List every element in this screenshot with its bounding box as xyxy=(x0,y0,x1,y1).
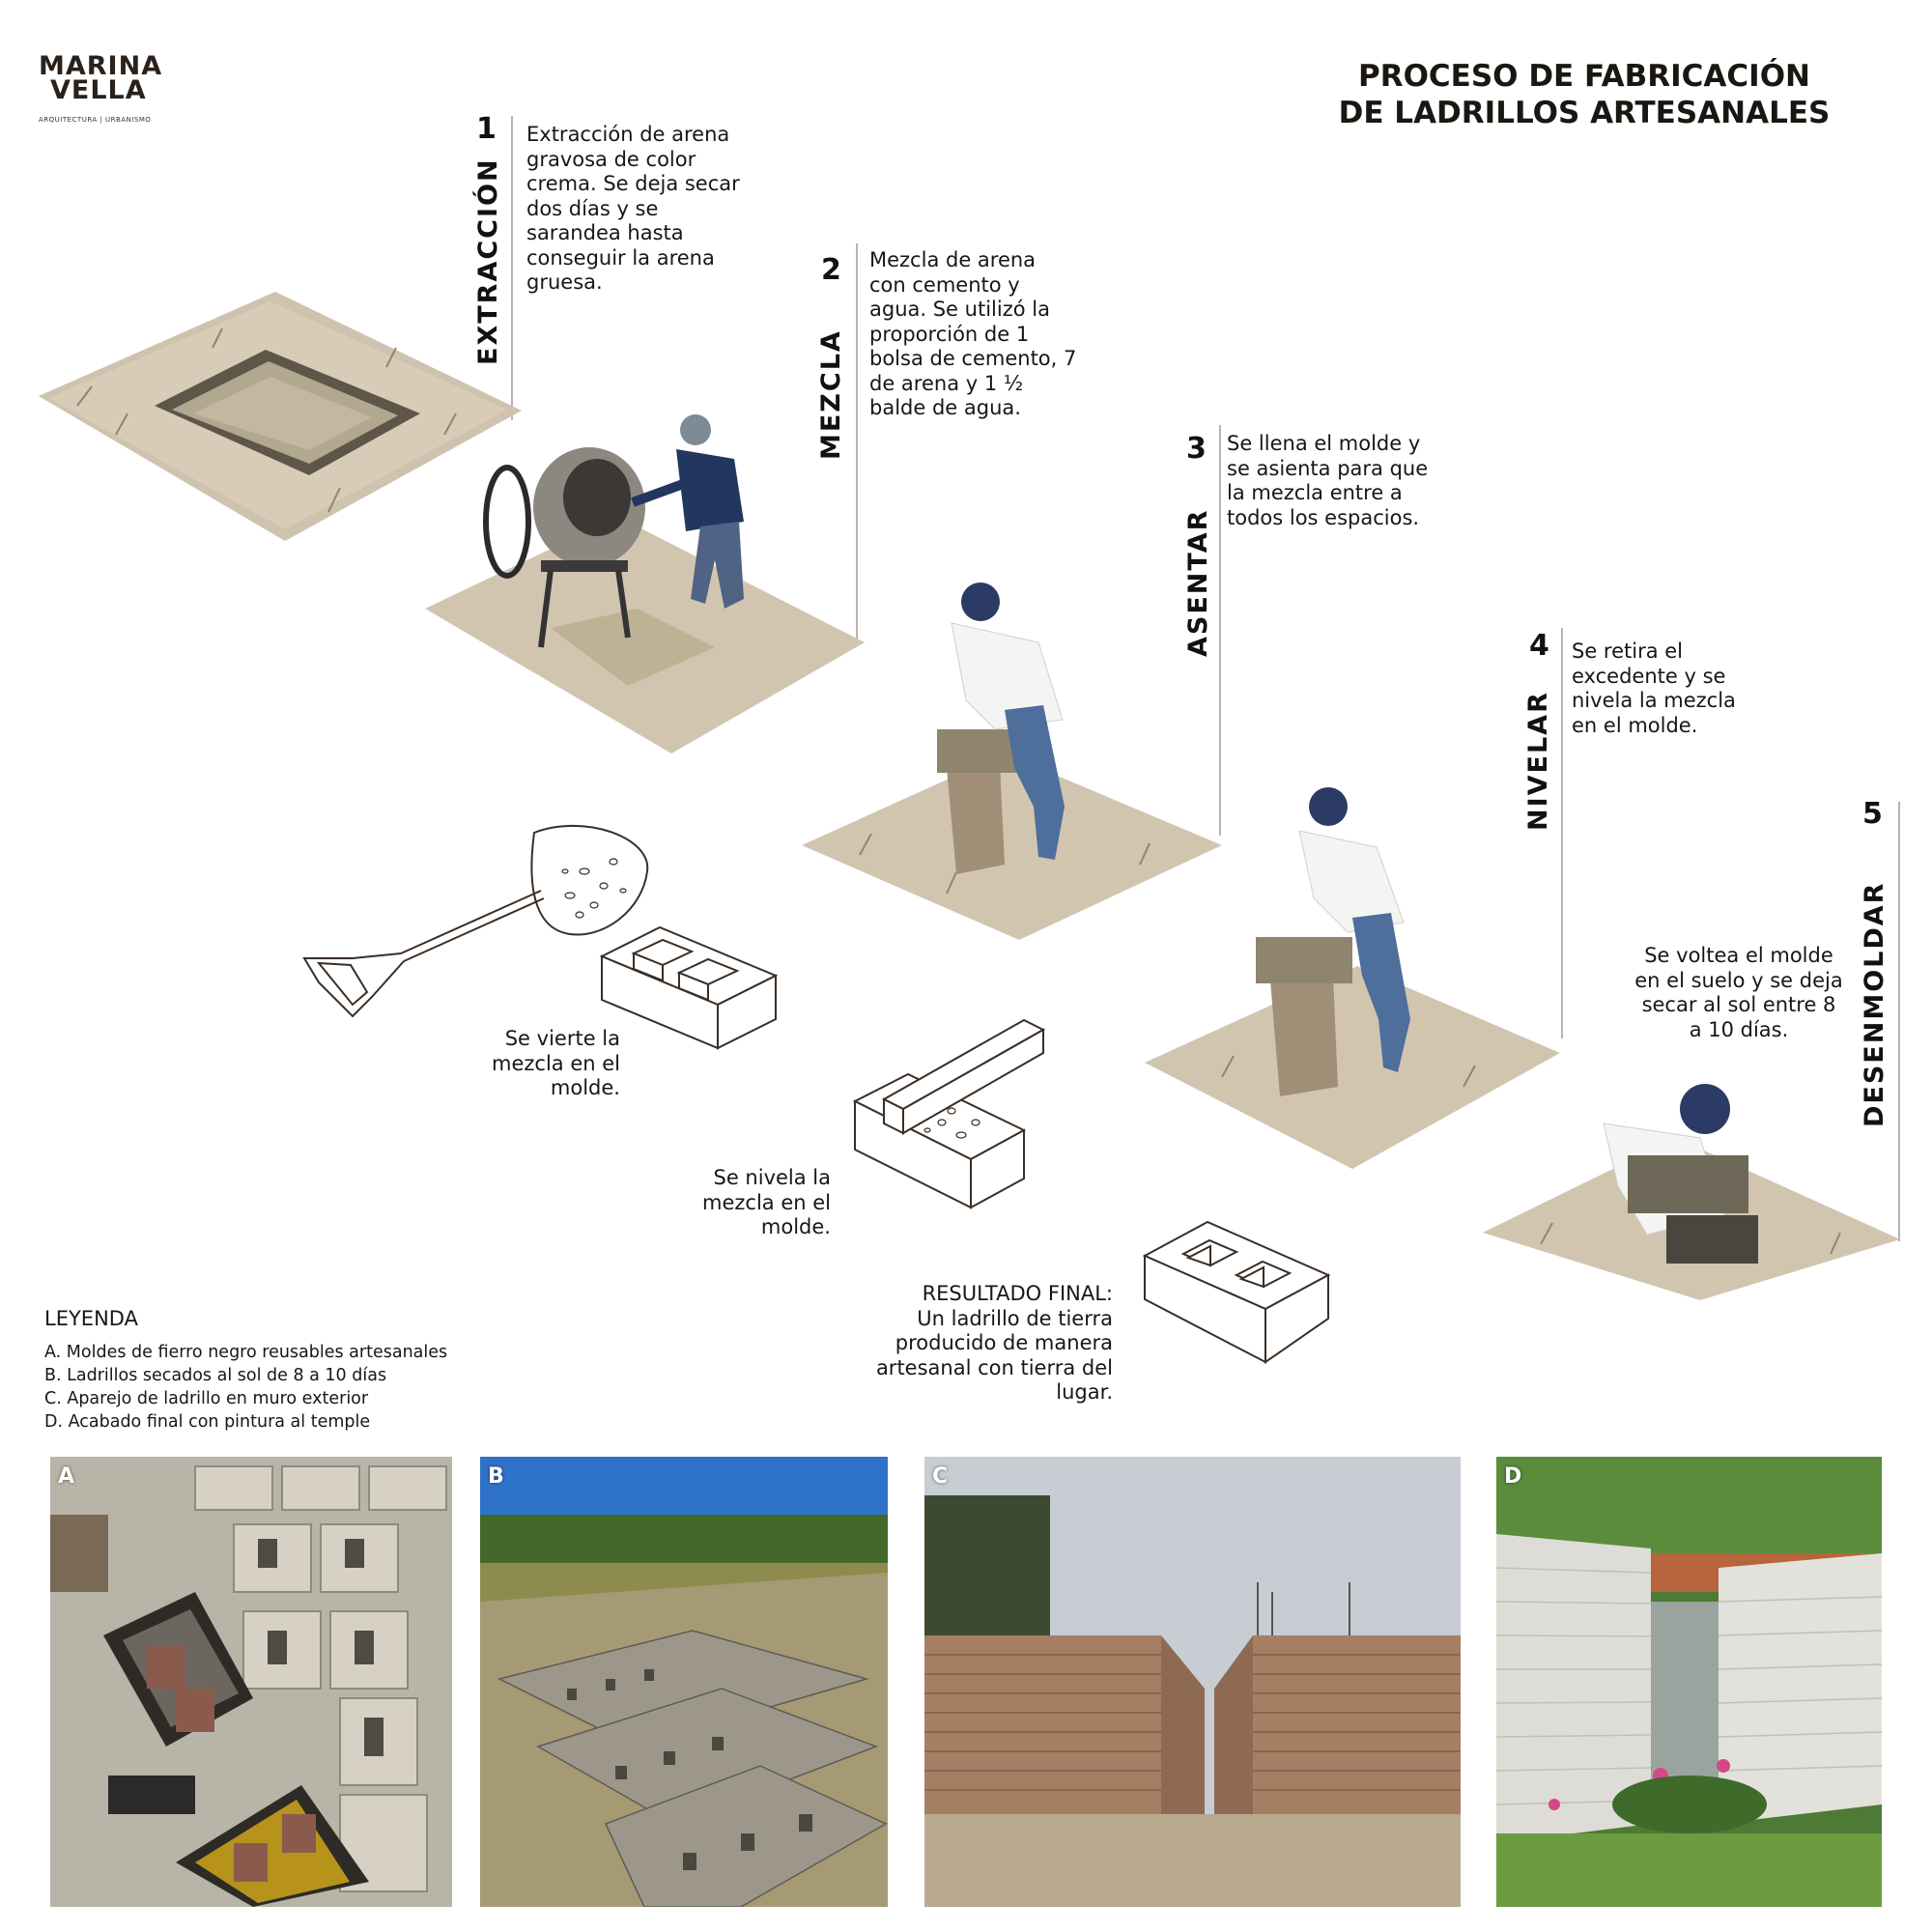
step-1-number: 1 xyxy=(476,112,497,146)
logo-line-1: MARINA xyxy=(39,51,163,81)
step-2-number: 2 xyxy=(821,253,841,287)
legend-item: D. Acabado final con pintura al temple xyxy=(44,1412,371,1432)
photo-d-tag: D xyxy=(1504,1464,1522,1489)
page-title-line-1: PROCESO DE FABRICACIÓN xyxy=(1357,59,1810,94)
legend-item: C. Aparejo de ladrillo en muro exterior xyxy=(44,1389,369,1408)
step-5-number: 5 xyxy=(1862,797,1883,831)
caption-result-text: Un ladrillo de tierra producido de manera artesanal con tierra del lugar. xyxy=(875,1306,1113,1404)
legend-item: A. Moldes de fierro negro reusables artesanales xyxy=(44,1343,448,1362)
step-5-title: DESENMOLDAR xyxy=(1860,881,1889,1127)
step-1-text: Extracción de arena gravosa de color crema. Se deja secar dos días y se sarandea hasta conseguir la arena gruesa. xyxy=(526,123,740,294)
caption-level: Se nivela la mezcla en el molde. xyxy=(702,1166,831,1238)
logo-subtitle: ARQUITECTURA | URBANISMO xyxy=(39,116,152,124)
logo xyxy=(39,51,164,124)
photo-c-tag: C xyxy=(932,1464,949,1489)
step-4-number: 4 xyxy=(1529,629,1549,663)
caption-result xyxy=(840,1282,1113,1406)
photo-b xyxy=(480,1457,888,1907)
photo-b-tag: B xyxy=(488,1464,504,1489)
photo-a xyxy=(50,1457,452,1907)
step-3-text: Se llena el molde y se asienta para que la mezcla entre a todos los espacios. xyxy=(1227,432,1429,529)
photo-a-tag: A xyxy=(58,1464,75,1489)
caption-result-title: RESULTADO FINAL: xyxy=(922,1282,1113,1305)
step-2-title: MEZCLA xyxy=(816,329,846,460)
page-title xyxy=(1285,58,1884,131)
logo-line-2: VELLA xyxy=(50,75,147,105)
mold-box-icon xyxy=(597,923,781,1067)
caption-pour: Se vierte la mezcla en el molde. xyxy=(492,1027,620,1099)
photo-c xyxy=(924,1457,1461,1907)
step-2-text: Mezcla de arena con cemento y agua. Se utilizó la proporción de 1 bolsa de cemento, 7 de arena y 1 ½ balde de agua. xyxy=(869,248,1077,419)
legend-list xyxy=(44,1341,447,1434)
page-title-line-2: DE LADRILLOS ARTESANALES xyxy=(1338,96,1831,130)
step-1-title: EXTRACCIÓN xyxy=(473,157,503,365)
demolding-illustration xyxy=(1483,1070,1903,1302)
legend-item: B. Ladrillos secados al sol de 8 a 10 días xyxy=(44,1366,387,1385)
leveling-tool-icon xyxy=(850,1014,1048,1217)
legend-title: LEYENDA xyxy=(44,1307,138,1330)
step-3-title: ASENTAR xyxy=(1183,508,1213,657)
step-5-text: Se voltea el molde en el suelo y se deja secar al sol entre 8 a 10 días. xyxy=(1634,944,1843,1041)
step-4-title: NIVELAR xyxy=(1523,691,1553,831)
final-brick-icon xyxy=(1140,1217,1333,1372)
photo-d xyxy=(1496,1457,1882,1907)
step-3-number: 3 xyxy=(1186,432,1207,466)
step-4-text: Se retira el excedente y se nivela la mezcla en el molde. xyxy=(1572,639,1736,737)
